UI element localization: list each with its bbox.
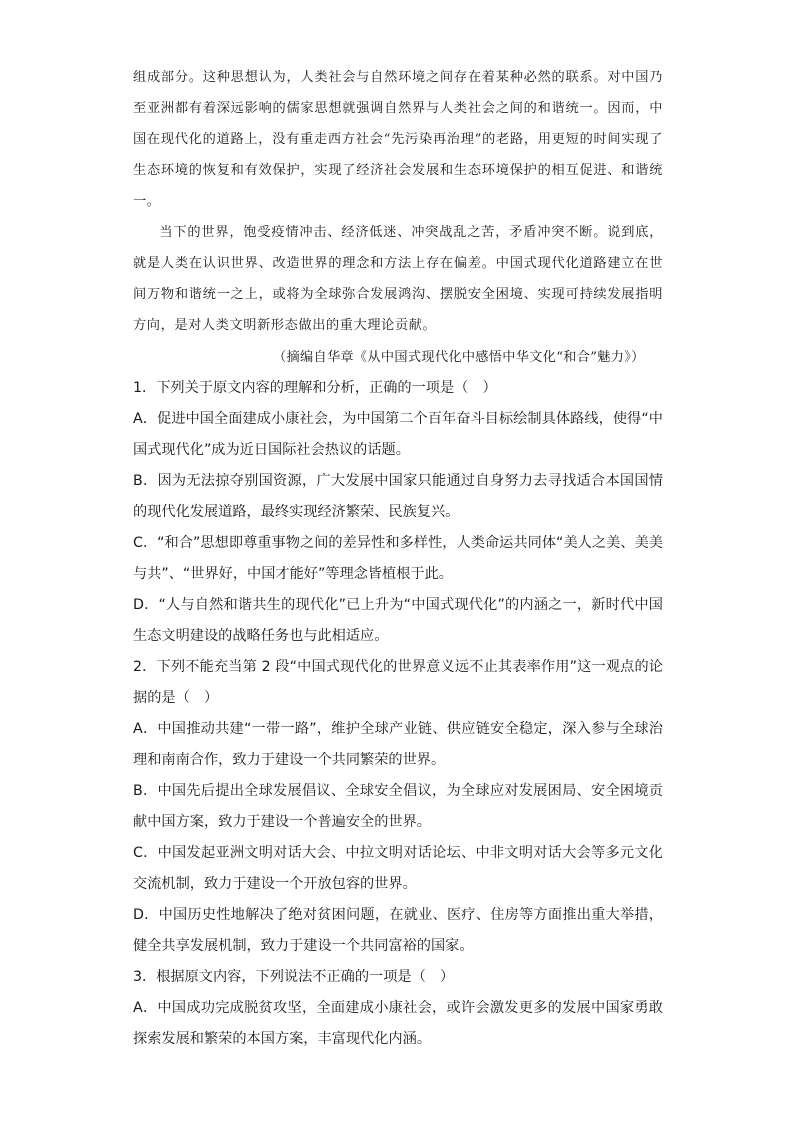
question-list bbox=[133, 373, 663, 1055]
passage-paragraph: 当下的世界，饱受疫情冲击、经济低迷、冲突战乱之苦，矛盾冲突不断。说到底，就是人类在认识世界、改造世界的理念和方法上存在偏差。中国式现代化道路建立在世间万物和谐统一之上，或将为全球弥合发展鸿沟、摆脱安全困境、实现可持续发展指明方向，是对人类文明新形态做出的重大理论贡献。 bbox=[133, 225, 663, 333]
passage-source: （摘编自华章《从中国式现代化中感悟中华文化“和合”魅力》） bbox=[273, 350, 645, 365]
question-1-option-b: B．因为无法掠夺别国资源，广大发展中国家只能通过自身努力去寻找适合本国国情的现代化发展道路，最终实现经济繁荣、民族复兴。 bbox=[133, 473, 663, 520]
question-2-option-d: D．中国历史性地解决了绝对贫困问题，在就业、医疗、住房等方面推出重大举措，健全共享发展机制，致力于建设一个共同富裕的国家。 bbox=[133, 907, 663, 954]
question-1-option-a: A．促进中国全面建成小康社会，为中国第二个百年奋斗目标绘制具体路线，使得“中国式现代化”成为近日国际社会热议的话题。 bbox=[133, 411, 663, 458]
passage-paragraph: 组成部分。这种思想认为，人类社会与自然环境之间存在着某种必然的联系。对中国乃至亚洲都有着深远影响的儒家思想就强调自然界与人类社会之间的和谐统一。因而，中国在现代化的道路上，没有重走西方社会“先污染再治理”的老路，用更短的时间实现了生态环境的恢复和有效保护，实现了经济社会发展和生态环境保护的相互促进、和谐统一。 bbox=[133, 70, 663, 209]
question-2-option-b: B．中国先后提出全球发展倡议、全球安全倡议，为全球应对发展困局、安全困境贡献中国方案，致力于建设一个普遍安全的世界。 bbox=[133, 783, 663, 830]
question-1-option-c: C．“和合”思想即尊重事物之间的差异性和多样性，人类命运共同体“美人之美、美美与共”、“世界好，中国才能好”等理念皆植根于此。 bbox=[133, 535, 663, 582]
question-1-option-d: D．“人与自然和谐共生的现代化”已上升为“中国式现代化”的内涵之一，新时代中国生态文明建设的战略任务也与此相适应。 bbox=[133, 597, 663, 644]
reading-passage bbox=[133, 62, 663, 341]
question-2-option-c: C．中国发起亚洲文明对话大会、中拉文明对话论坛、中非文明对话大会等多元文化交流机制，致力于建设一个开放包容的世界。 bbox=[133, 845, 663, 892]
question-2-option-a: A．中国推动共建“一带一路”，维护全球产业链、供应链安全稳定，深入参与全球治理和南南合作，致力于建设一个共同繁荣的世界。 bbox=[133, 721, 663, 768]
question-3-option-a: A．中国成功完成脱贫攻坚，全面建成小康社会，或许会激发更多的发展中国家勇敢探索发展和繁荣的本国方案，丰富现代化内涵。 bbox=[133, 1000, 663, 1047]
question-1-stem: 1．下列关于原文内容的理解和分析，正确的一项是（ ） bbox=[133, 380, 497, 396]
question-2-stem: 2．下列不能充当第 2 段“中国式现代化的世界意义远不止其表率作用”这一观点的论据的是（ ） bbox=[133, 659, 663, 706]
question-3-stem: 3．根据原文内容，下列说法不正确的一项是（ ） bbox=[133, 969, 455, 985]
